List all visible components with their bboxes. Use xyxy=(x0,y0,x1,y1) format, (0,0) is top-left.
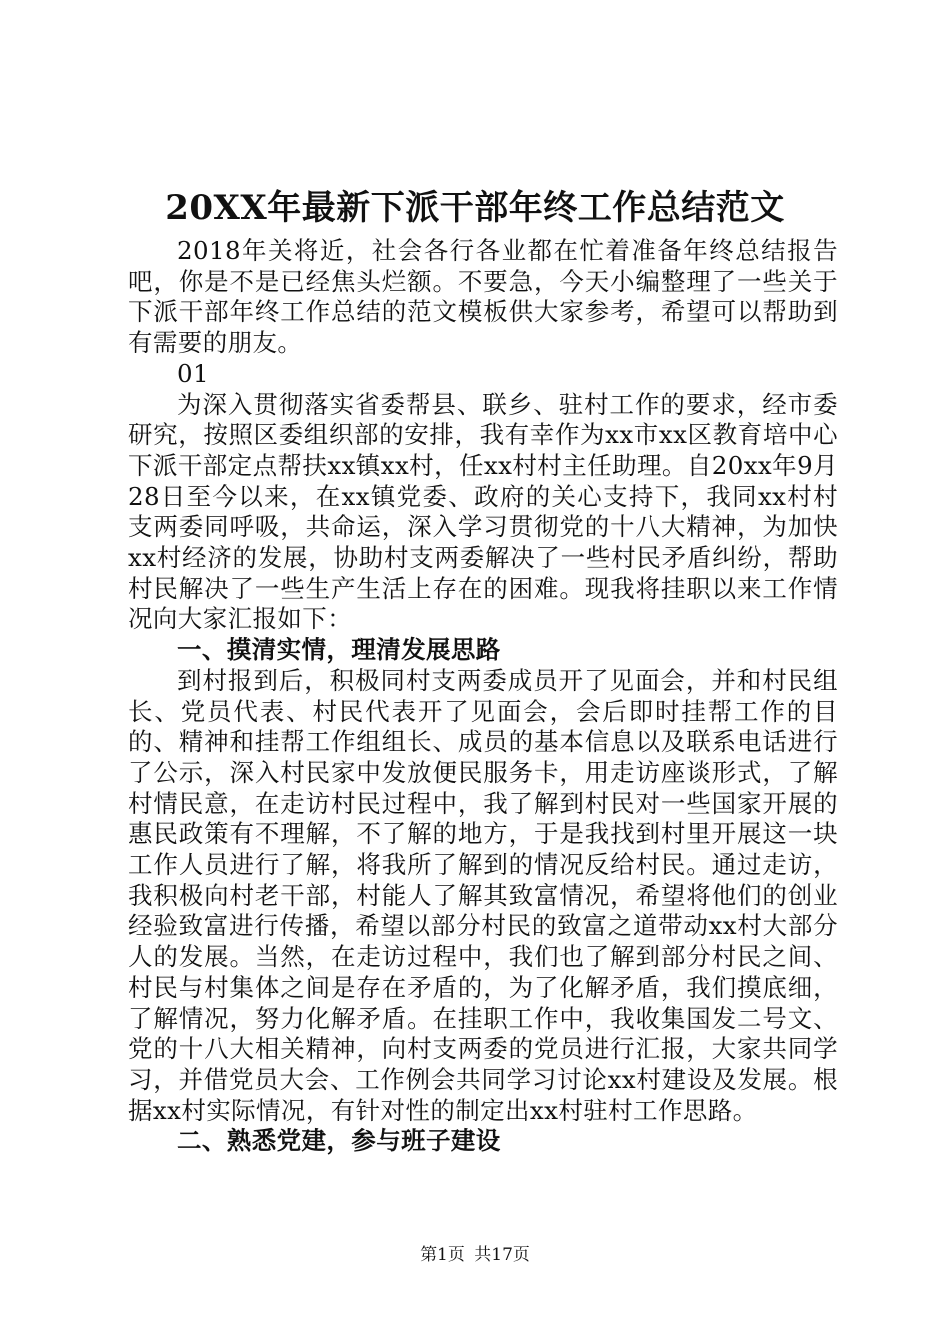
body-paragraph: 到村报到后，积极同村支两委成员开了见面会，并和村民组长、党员代表、村民代表开了见面会，会后即时挂帮工作的目的、精神和挂帮工作组组长、成员的基本信息以及联系电话进行了公示，深入村民家中发放便民服务卡，用走访座谈形式，了解村情民意，在走访村民过程中，我了解到村民对一些国家开展的惠民政策有不理解，不了解的地方，于是我找到村里开展这一块工作人员进行了解，将我所了解到的情况反给村民。通过走访，我积极向村老干部，村能人了解其致富情况，希望将他们的创业经验致富进行传播，希望以部分村民的致富之道带动xx村大部分人的发展。当然，在走访过程中，我们也了解到部分村民之间、村民与村集体之间是存在矛盾的，为了化解矛盾，我们摸底细，了解情况，努力化解矛盾。在挂职工作中，我收集国发二号文、党的十八大相关精神，向村支两委的党员进行汇报，大家共同学习，并借党员大会、工作例会共同学习讨论xx村建设及发展。根据xx村实际情况，有针对性的制定出xx村驻村工作思路。 xyxy=(128,665,838,1125)
section-heading: 二、熟悉党建，参与班子建设 xyxy=(177,1126,501,1156)
document-title: 20XX年最新下派干部年终工作总结范文 xyxy=(165,188,785,228)
page-footer xyxy=(0,1243,950,1267)
document-body xyxy=(128,236,838,1157)
section-heading: 一、摸清实情，理清发展思路 xyxy=(177,635,501,665)
section-number: 01 xyxy=(177,358,209,388)
page-total: 共17页 xyxy=(474,1245,530,1265)
page-number: 第1页 xyxy=(420,1245,465,1265)
intro-paragraph: 2018年关将近，社会各行各业都在忙着准备年终总结报告吧，你是不是已经焦头烂额。不要急，今天小编整理了一些关于下派干部年终工作总结的范文模板供大家参考，希望可以帮助到有需要的朋友。 xyxy=(128,236,838,358)
body-paragraph: 为深入贯彻落实省委帮县、联乡、驻村工作的要求，经市委研究，按照区委组织部的安排，我有幸作为xx市xx区教育培中心下派干部定点帮扶xx镇xx村，任xx村村主任助理。自20xx年9月28日至今以来，在xx镇党委、政府的关心支持下，我同xx村村支两委同呼吸，共命运，深入学习贯彻党的十八大精神，为加快xx村经济的发展，协助村支两委解决了一些村民矛盾纠纷，帮助村民解决了一些生产生活上存在的困难。现我将挂职以来工作情况向大家汇报如下： xyxy=(128,389,838,634)
